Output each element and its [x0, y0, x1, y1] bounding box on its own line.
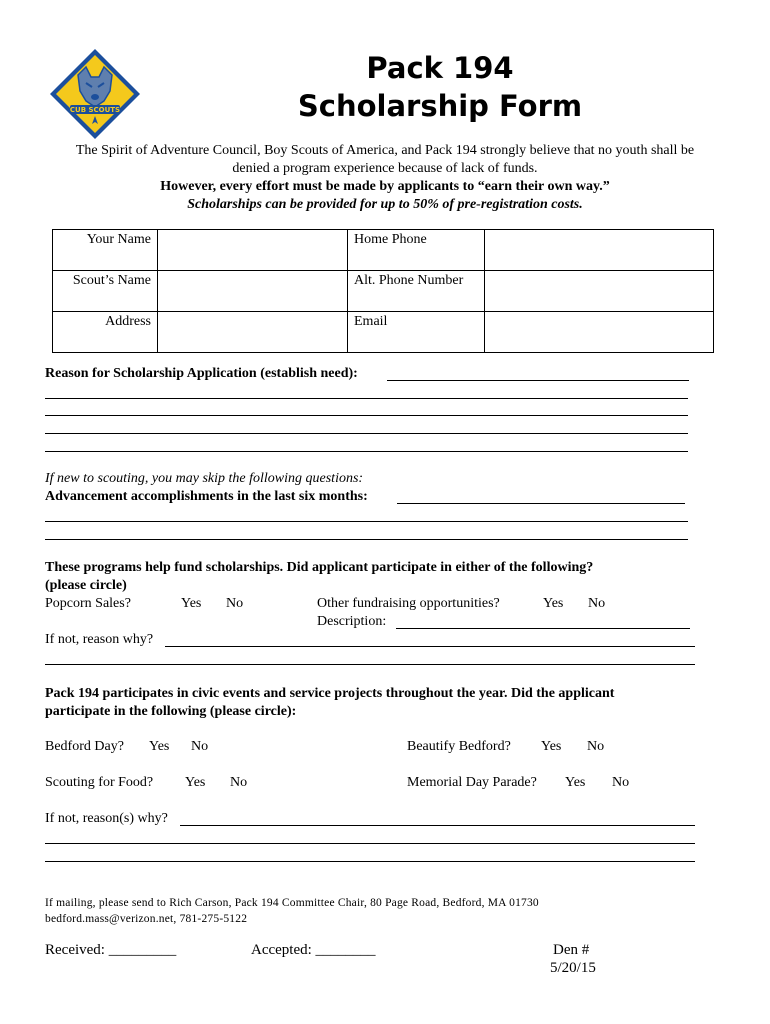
other-fundraising-no[interactable]: No [588, 596, 606, 611]
alt-phone-field[interactable] [485, 271, 714, 312]
received-field[interactable]: Received: _________ [45, 942, 177, 958]
civic-if-not-line-1[interactable] [180, 825, 695, 826]
civic-heading-1: Pack 194 participates in civic events and service projects throughout the year. Did the applicant [45, 686, 615, 701]
home-phone-field[interactable] [485, 230, 714, 271]
reason-label: Reason for Scholarship Application (establish need): [45, 366, 358, 381]
beautify-bedford-yes[interactable]: Yes [541, 739, 562, 754]
programs-if-not-line-1[interactable] [165, 646, 695, 647]
form-date: 5/20/15 [550, 960, 596, 976]
intro-paragraph [30, 142, 740, 214]
programs-if-not-label: If not, reason why? [45, 632, 154, 647]
reason-line-2[interactable] [45, 398, 688, 399]
advancement-line-1[interactable] [397, 503, 685, 504]
logo-text: CUB SCOUTS [69, 106, 121, 114]
reason-line-3[interactable] [45, 415, 688, 416]
intro-line-4: Scholarships can be provided for up to 50% of pre-registration costs. [187, 197, 583, 212]
email-label: Email [348, 312, 485, 353]
accepted-field[interactable]: Accepted: ________ [251, 942, 376, 958]
title-line-1: Pack 194 [366, 51, 514, 85]
memorial-day-label: Memorial Day Parade? [407, 775, 537, 790]
home-phone-label: Home Phone [348, 230, 485, 271]
advancement-label: Advancement accomplishments in the last six months: [45, 489, 368, 504]
reason-line-4[interactable] [45, 433, 688, 434]
intro-line-3: However, every effort must be made by applicants to “earn their own way.” [160, 179, 610, 194]
den-number: Den # [553, 942, 590, 958]
scouts-name-field[interactable] [158, 271, 348, 312]
memorial-day-no[interactable]: No [612, 775, 630, 790]
page-title [240, 49, 640, 125]
bedford-day-label: Bedford Day? [45, 739, 124, 754]
programs-if-not-line-2[interactable] [45, 664, 695, 665]
civic-if-not-line-2[interactable] [45, 843, 695, 844]
intro-line-1: The Spirit of Adventure Council, Boy Scouts of America, and Pack 194 strongly believe that no youth shall be [75, 143, 695, 158]
popcorn-yes[interactable]: Yes [181, 596, 202, 611]
civic-if-not-line-3[interactable] [45, 861, 695, 862]
scouts-name-label: Scout’s Name [53, 271, 158, 312]
advancement-line-3[interactable] [45, 539, 688, 540]
address-label: Address [53, 312, 158, 353]
address-field[interactable] [158, 312, 348, 353]
scouting-for-food-label: Scouting for Food? [45, 775, 154, 790]
reason-line-1[interactable] [387, 380, 689, 381]
alt-phone-label: Alt. Phone Number [348, 271, 485, 312]
popcorn-no[interactable]: No [226, 596, 244, 611]
contact-info: bedford.mass@verizon.net, 781-275-5122 [45, 913, 248, 925]
bedford-day-yes[interactable]: Yes [149, 739, 170, 754]
other-fundraising-yes[interactable]: Yes [543, 596, 564, 611]
your-name-field[interactable] [158, 230, 348, 271]
beautify-bedford-no[interactable]: No [587, 739, 605, 754]
beautify-bedford-label: Beautify Bedford? [407, 739, 511, 754]
email-field[interactable] [485, 312, 714, 353]
advancement-note: If new to scouting, you may skip the following questions: [45, 471, 364, 486]
applicant-info-table [52, 229, 714, 353]
intro-line-2: denied a program experience because of lack of funds. [232, 161, 538, 176]
title-line-2: Scholarship Form [297, 89, 583, 123]
bedford-day-no[interactable]: No [191, 739, 209, 754]
civic-if-not-label: If not, reason(s) why? [45, 811, 168, 826]
description-label: Description: [317, 614, 387, 629]
other-fundraising-label: Other fundraising opportunities? [317, 596, 500, 611]
advancement-line-2[interactable] [45, 521, 688, 522]
your-name-label: Your Name [53, 230, 158, 271]
programs-heading-2: (please circle) [45, 578, 127, 593]
scouting-for-food-no[interactable]: No [230, 775, 248, 790]
description-line[interactable] [396, 628, 690, 629]
civic-heading-2: participate in the following (please circle): [45, 704, 297, 719]
cub-scouts-logo [48, 47, 142, 141]
popcorn-label: Popcorn Sales? [45, 596, 131, 611]
memorial-day-yes[interactable]: Yes [565, 775, 586, 790]
reason-line-5[interactable] [45, 451, 688, 452]
scouting-for-food-yes[interactable]: Yes [185, 775, 206, 790]
mailing-instructions: If mailing, please send to Rich Carson, Pack 194 Committee Chair, 80 Page Road, Bedford, MA 01730 [45, 897, 539, 909]
programs-heading-1: These programs help fund scholarships. Did applicant participate in either of the following? [45, 560, 594, 575]
